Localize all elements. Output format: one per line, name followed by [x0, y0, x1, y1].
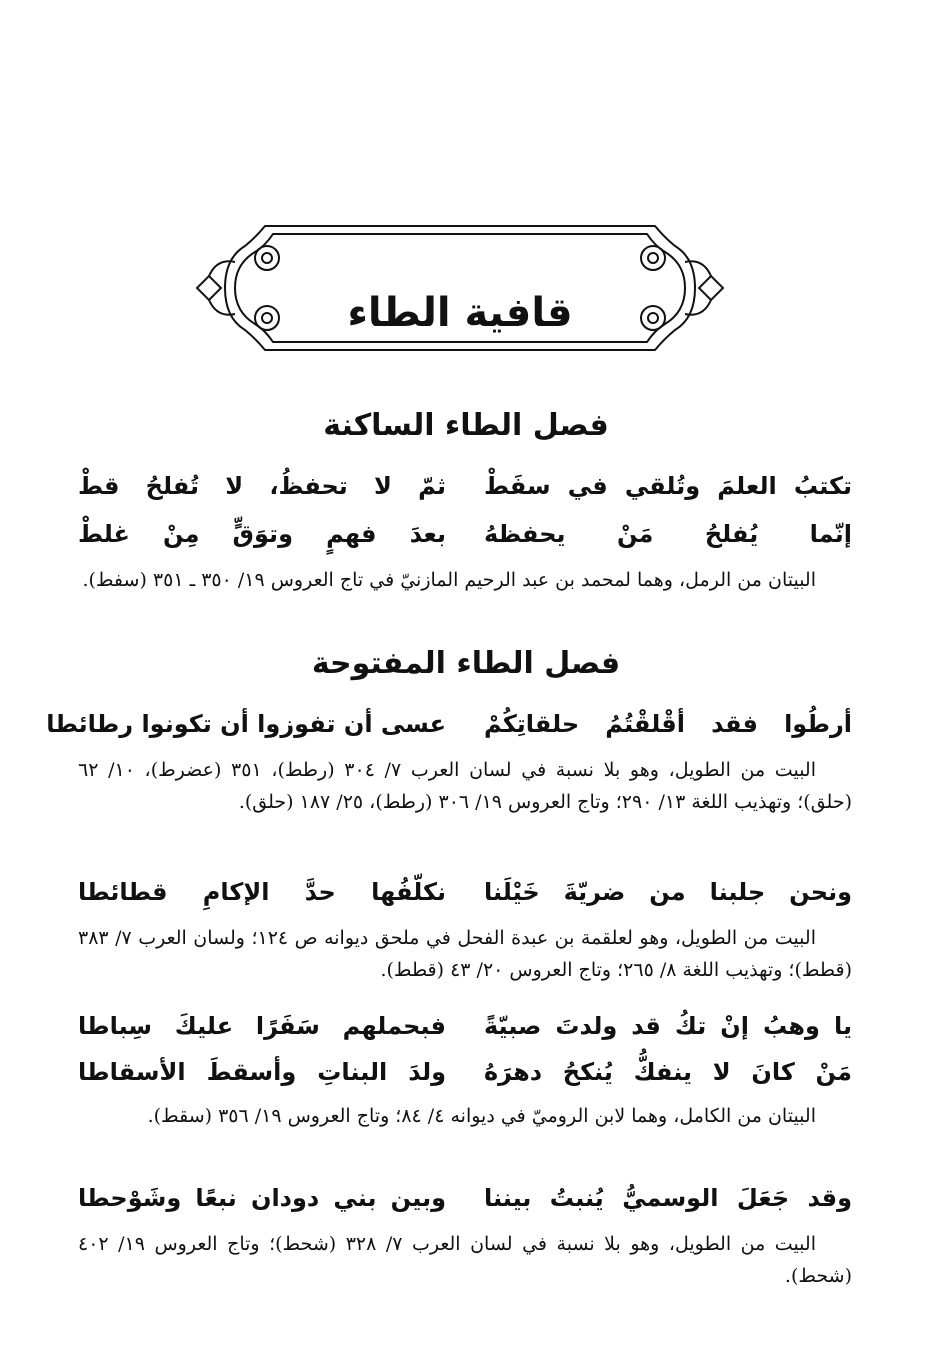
verse-line — [78, 1058, 852, 1092]
footnote-text: البيت من الطويل، وهو بلا نسبة في لسان العرب ٧/ ٣٠٤ (رطط)، ٣٥١ (عضرط)، ١٠/ ٦٢ (حلق)؛ وتهذيب اللغة ١٣/ ٢٩٠؛ وتاج العروس ١٩/ ٣٠٦ (رطط)، ٢٥/ ١٨٧ (حلق). — [78, 759, 852, 813]
footnote — [78, 1100, 852, 1132]
footnote-text: البيتان من الرمل، وهما لمحمد بن عبد الرحيم المازنيّ في تاج العروس ١٩/ ٣٥٠ ـ ٣٥١ (سفط). — [82, 569, 816, 591]
verse-second-hemistich: بعدَ فهمٍ وتوَقٍّ مِنْ غلطْ — [78, 520, 446, 548]
verse-line — [46, 710, 852, 744]
verse-first-hemistich: أرطُوا فقد أقْلقْتُمُ حلقاتِكُمْ — [484, 710, 852, 738]
verse-second-hemistich: عسى أن تفوزوا أن تكونوا رطائطا — [46, 710, 446, 738]
verse-first-hemistich: ونحن جلبنا من ضريّةَ خَيْلَنا — [484, 878, 852, 906]
ornamental-frame-icon — [195, 218, 725, 358]
footnote — [78, 1228, 852, 1292]
footnote-text: البيت من الطويل، وهو لعلقمة بن عبدة الفحل في ملحق ديوانه ص ١٢٤؛ ولسان العرب ٧/ ٣٨٣ (قطط)؛ وتهذيب اللغة ٨/ ٢٦٥؛ وتاج العروس ٢٠/ ٤٣ (قطط). — [78, 927, 852, 981]
verse-first-hemistich: إنّما يُفلحُ مَنْ يحفظهُ — [484, 520, 852, 548]
verse-first-hemistich: وقد جَعَلَ الوسميُّ يُنبتُ بيننا — [484, 1184, 852, 1212]
verse-first-hemistich: مَنْ كانَ لا ينفكُّ يُنكحُ دهرَهُ — [484, 1058, 852, 1086]
verse-line — [78, 472, 852, 506]
title-cartouche — [195, 218, 725, 358]
verse-first-hemistich: يا وهبُ إنْ تكُ قد ولدتَ صبيّةً — [484, 1012, 852, 1040]
verse-line — [78, 1184, 852, 1218]
verse-line — [78, 520, 852, 554]
section-heading: فصل الطاء الساكنة — [323, 408, 609, 443]
verse-second-hemistich: وبين بني دودان نبعًا وشَوْحطا — [78, 1184, 446, 1212]
verse-second-hemistich: نكلّفُها حدَّ الإكامِ قطائطا — [78, 878, 446, 906]
footnote — [78, 922, 852, 986]
verse-first-hemistich: تكتبُ العلمَ وتُلقي في سفَطْ — [484, 472, 852, 500]
verse-second-hemistich: ثمّ لا تحفظُ، لا تُفلحُ قطْ — [78, 472, 446, 500]
footnote — [78, 564, 852, 596]
footnote-text: البيت من الطويل، وهو بلا نسبة في لسان العرب ٧/ ٣٢٨ (شحط)؛ وتاج العروس ١٩/ ٤٠٢ (شحط). — [78, 1233, 852, 1287]
verse-second-hemistich: فبحملهم سَفَرًا عليكَ سِباطا — [78, 1012, 446, 1040]
page-title: قافية الطاء — [347, 290, 573, 336]
section-heading: فصل الطاء المفتوحة — [311, 646, 621, 681]
verse-line — [78, 878, 852, 912]
verse-line — [78, 1012, 852, 1046]
footnote — [78, 754, 852, 818]
footnote-text: البيتان من الكامل، وهما لابن الروميّ في ديوانه ٤/ ٨٤؛ وتاج العروس ١٩/ ٣٥٦ (سقط). — [147, 1105, 816, 1127]
verse-second-hemistich: ولدَ البناتِ وأسقطَ الأسقاطا — [78, 1058, 446, 1086]
